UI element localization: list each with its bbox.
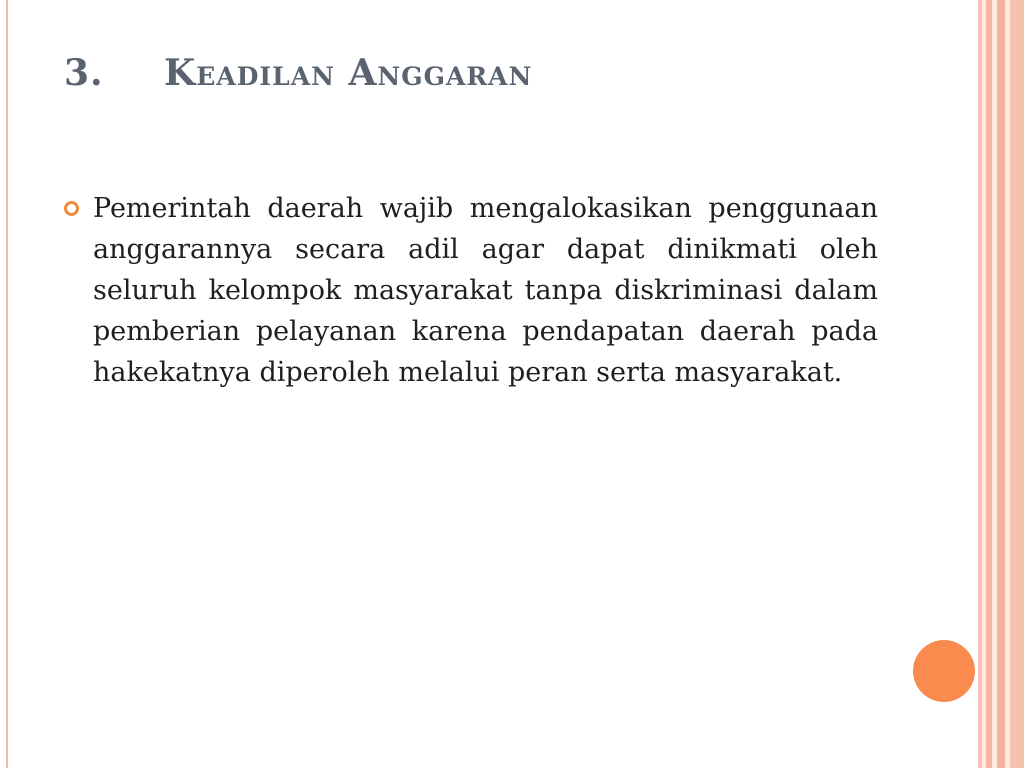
slide-title-text: Keadilan Anggaran	[164, 52, 533, 94]
bullet-item	[64, 188, 878, 393]
right-decorative-stripe	[1010, 0, 1024, 768]
decorative-orange-circle	[913, 640, 975, 702]
right-decorative-stripe	[997, 0, 1005, 768]
slide-title-number: 3.	[64, 52, 104, 94]
bullet-circle-icon	[64, 201, 79, 216]
left-decorative-stripe	[6, 0, 8, 768]
slide-title	[64, 52, 532, 94]
bullet-text: Pemerintah daerah wajib mengalokasikan penggunaan anggarannya secara adil agar dapat dinikmati oleh seluruh kelompok masyarakat tanpa diskriminasi dalam pemberian pelayanan karena pendapatan daerah pada hakekatnya diperoleh melalui peran serta masyarakat.	[93, 193, 878, 388]
